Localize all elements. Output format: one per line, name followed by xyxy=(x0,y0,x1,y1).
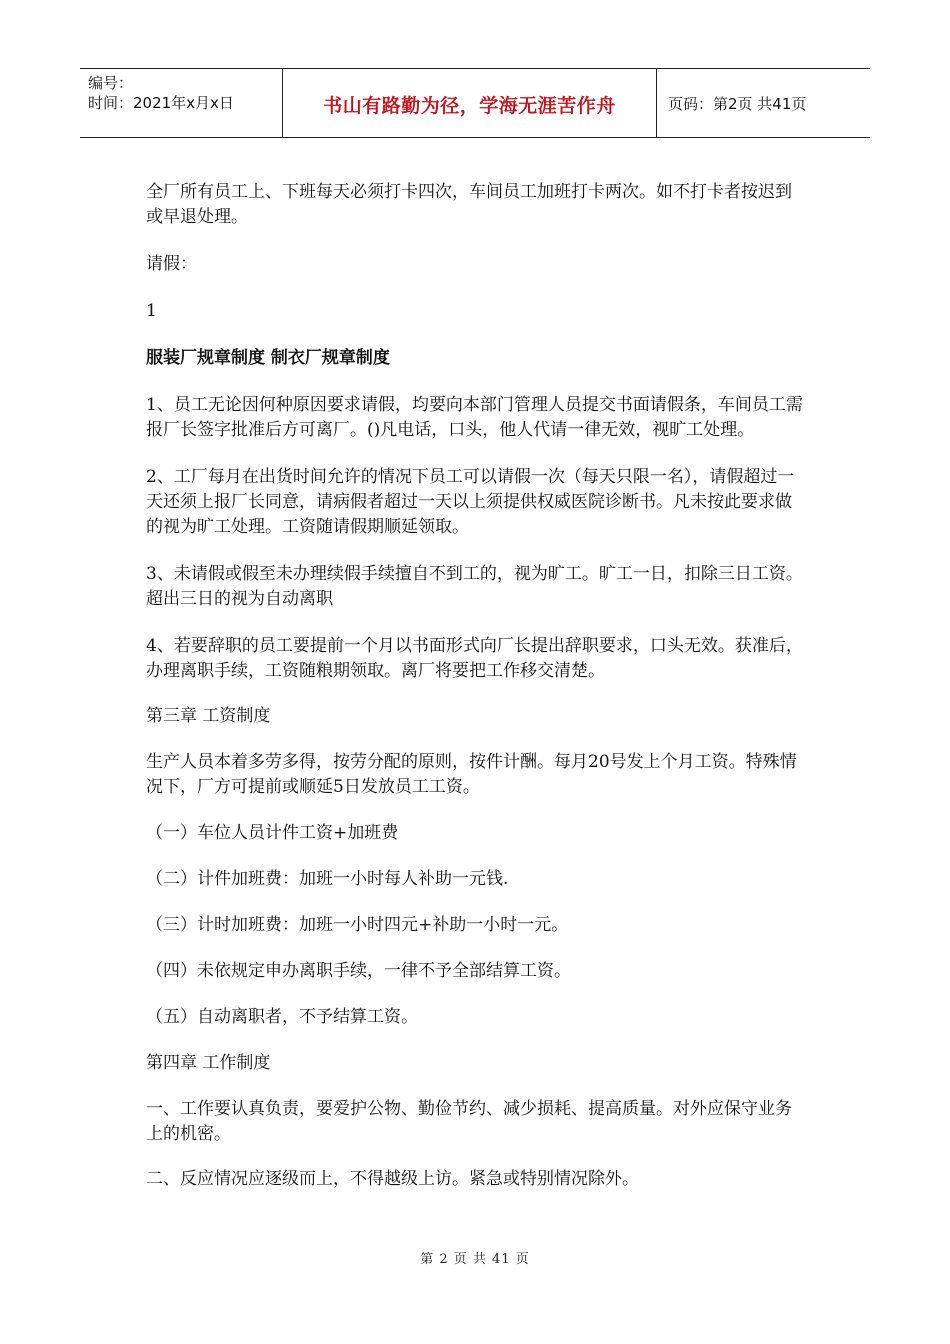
header-motto: 书山有路勤为径，学海无涯苦作舟 xyxy=(323,95,616,117)
paragraph: 4、若要辞职的员工要提前一个月以书面形式向厂长提出辞职要求，口头无效。获准后，办理离职手续，工资随粮期领取。离厂将要把工作移交清楚。 xyxy=(146,636,803,681)
paragraph: 3、未请假或假至未办理续假手续擅自不到工的，视为旷工。旷工一日，扣除三日工资。超出三日的视为自动离职 xyxy=(146,564,803,609)
section-heading: 服装厂规章制度 制衣厂规章制度 xyxy=(146,348,390,368)
document-number-label: 编号： xyxy=(88,74,134,92)
paragraph: （三）计时加班费：加班一小时四元+补助一小时一元。 xyxy=(146,915,569,935)
page-header xyxy=(80,68,870,138)
paragraph: 一、工作要认真负责，要爱护公物、勤俭节约、减少损耗、提高质量。对外应保守业务上的机密。 xyxy=(146,1099,792,1144)
paragraph: 请假： xyxy=(146,254,197,274)
paragraph: （四）未依规定申办离职手续，一律不予全部结算工资。 xyxy=(146,961,571,981)
paragraph: 2、工厂每月在出货时间允许的情况下员工可以请假一次（每天只限一名），请假超过一天还须上报厂长同意，请病假者超过一天以上须提供权威医院诊断书。凡未按此要求做的视为旷工处理。工资随请假期顺延领取。 xyxy=(146,467,795,537)
header-page-info: 页码：第2页 共41页 xyxy=(668,95,807,113)
page-footer: 第 2 页 共 41 页 xyxy=(420,1252,530,1267)
document-time-label: 时间：2021年x月x日 xyxy=(88,94,234,112)
paragraph: 二、反应情况应逐级而上，不得越级上访。紧急或特别情况除外。 xyxy=(146,1169,639,1189)
paragraph: （五）自动离职者，不予结算工资。 xyxy=(146,1007,418,1027)
paragraph: 生产人员本着多劳多得，按劳分配的原则，按件计酬。每月20号发上个月工资。特殊情况下，厂方可提前或顺延5日发放员工工资。 xyxy=(146,752,797,797)
paragraph: 1 xyxy=(146,301,157,321)
paragraph: 全厂所有员工上、下班每天必须打卡四次，车间员工加班打卡两次。如不打卡者按迟到或早退处理。 xyxy=(146,182,792,227)
paragraph: （二）计件加班费：加班一小时每人补助一元钱. xyxy=(146,869,509,889)
paragraph: 第四章 工作制度 xyxy=(146,1053,271,1073)
document-body xyxy=(146,160,806,1192)
header-meta xyxy=(88,71,283,113)
paragraph: （一）车位人员计件工资+加班费 xyxy=(146,823,399,843)
paragraph: 第三章 工资制度 xyxy=(146,706,271,726)
paragraph: 1、员工无论因何种原因要求请假，均要向本部门管理人员提交书面请假条，车间员工需报厂长签字批准后方可离厂。()凡电话，口头，他人代请一律无效，视旷工处理。 xyxy=(146,395,803,440)
header-divider-right xyxy=(656,69,657,137)
